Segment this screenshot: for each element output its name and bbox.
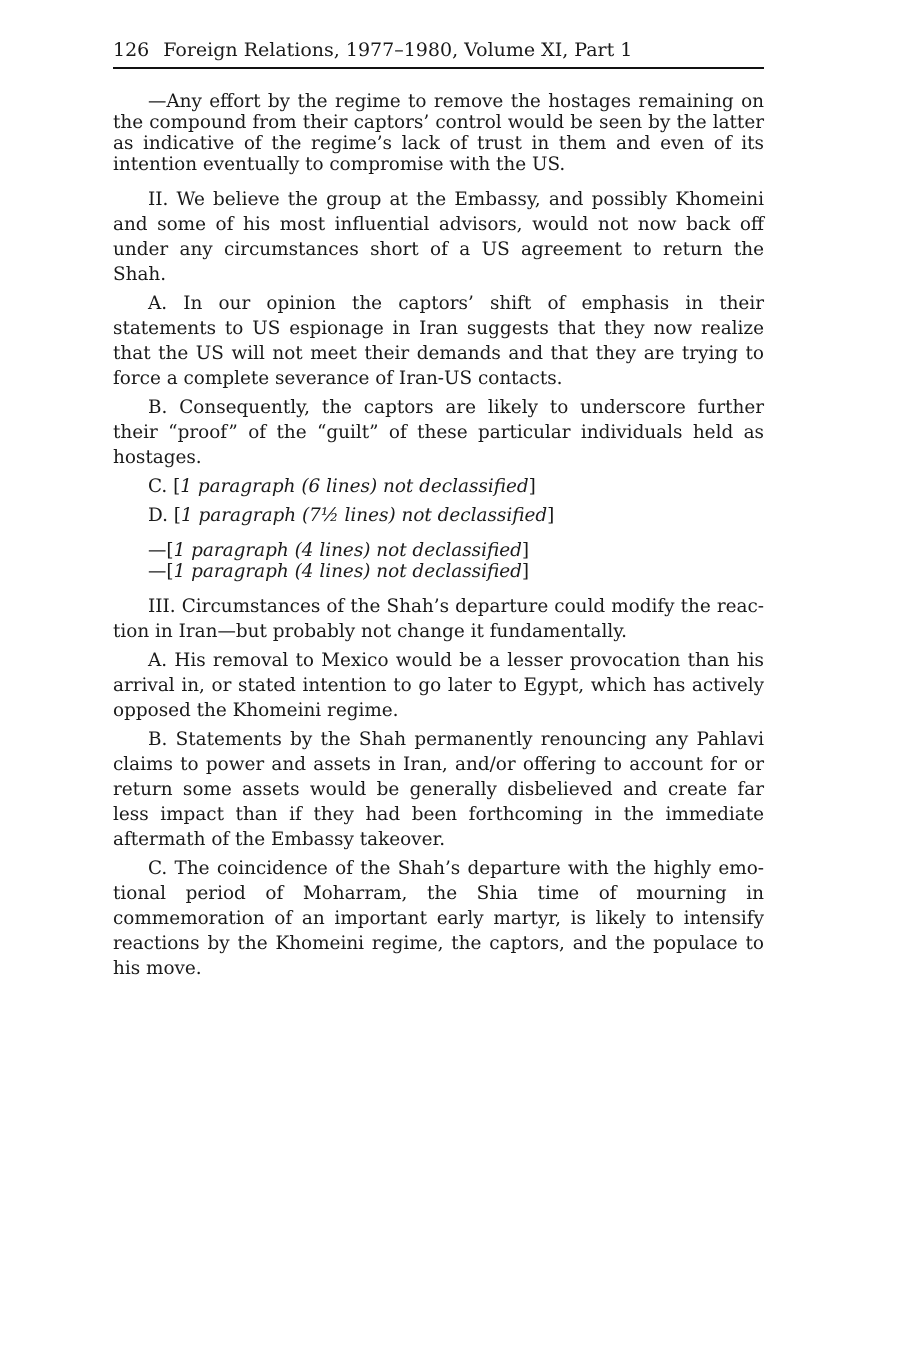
close-bracket: ] [521, 561, 530, 582]
item-label: —[ [148, 540, 174, 561]
paragraph-section-iii: III. Circumstances of the Shah’s departure could modify the reaction in Iran—but probably not change it fundamentally. [113, 596, 764, 642]
close-bracket: ] [547, 505, 555, 526]
close-bracket: ] [528, 476, 536, 497]
running-header [113, 37, 764, 69]
paragraph-iii-c: C. The coincidence of the Shah’s departure with the highly emotional period of Moharram, the Shia time of mourning in commemoration of an important early martyr, is likely to intensify reactions by the Khomeini regime, the captors, and the populace to his move. [113, 858, 764, 979]
declassification-note: 1 paragraph (4 lines) not declassified [173, 540, 522, 561]
item-label: D. [ [148, 505, 181, 526]
paragraph-ii-b: B. Consequently, the captors are likely to underscore further their “proof” of the “guilt” of these particular individuals held as hostages. [113, 397, 764, 468]
close-bracket: ] [521, 540, 530, 561]
declassification-note: 1 paragraph (7½ lines) not declassified [180, 505, 548, 526]
paragraph-dash-effort: —Any effort by the regime to remove the hostages remaining on the compound from their captors’ control would be seen by the latter as indicative of the regime’s lack of trust in them and even of its intention eventually to compromise with the US. [113, 91, 764, 175]
paragraph-ii-d-redacted [113, 503, 764, 528]
item-label: C. [ [148, 476, 181, 497]
publication-title: Foreign Relations, 1977–1980, Volume XI, Part 1 [163, 39, 633, 61]
paragraph-ii-c-redacted [113, 474, 764, 499]
item-label: —[ [148, 561, 174, 582]
paragraph-section-ii: II. We believe the group at the Embassy, and possibly Khomeini and some of his most influential advisors, would not now back off under any circumstances short of a US agreement to return the Shah. [113, 189, 764, 285]
paragraph-iii-b: B. Statements by the Shah permanently renouncing any Pahlavi claims to power and assets in Iran, and/or offering to account for or return some assets would be generally disbelieved and create far less impact than if they had been forthcoming in the immediate aftermath of the Embassy takeover. [113, 729, 764, 850]
declassification-note: 1 paragraph (4 lines) not declassified [173, 561, 522, 582]
paragraph-iii-a: A. His removal to Mexico would be a lesser provocation than his arrival in, or stated intention to go later to Egypt, which has actively opposed the Khomeini regime. [113, 650, 764, 721]
declassification-note: 1 paragraph (6 lines) not declassified [180, 476, 529, 497]
dash-item-redacted [113, 540, 764, 561]
document-page [113, 37, 764, 981]
paragraph-ii-a: A. In our opinion the captors’ shift of emphasis in their statements to US espionage in Iran suggests that they now realize that the US will not meet their demands and that they are trying to force a complete severance of Iran-US contacts. [113, 293, 764, 389]
page-number: 126 [113, 39, 150, 61]
dash-item-redacted [113, 561, 764, 582]
